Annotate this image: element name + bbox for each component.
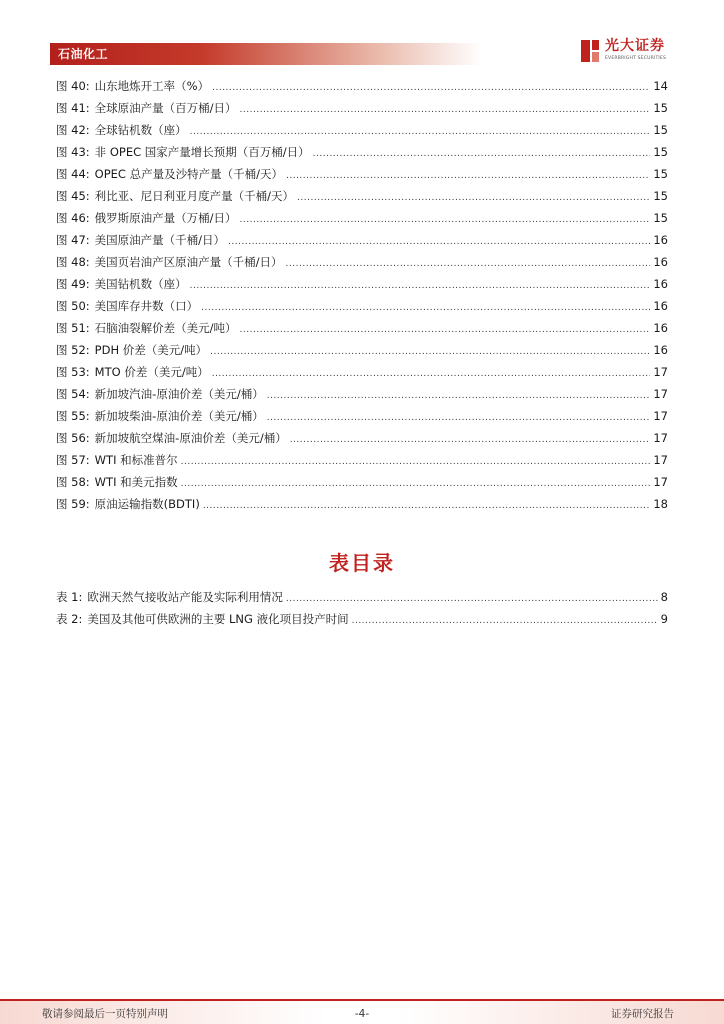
toc-entry-page: 15	[653, 145, 668, 159]
toc-entry-title: 原油运输指数(BDTI)	[94, 497, 200, 511]
toc-entry-label: 图 54:	[56, 387, 90, 401]
toc-entry-label: 图 55:	[56, 409, 90, 423]
toc-leader-dots	[190, 275, 651, 297]
toc-leader-dots	[212, 363, 651, 385]
toc-entry-label: 图 49:	[56, 277, 90, 291]
toc-entry[interactable]	[56, 185, 668, 207]
toc-entry-label: 图 43:	[56, 145, 90, 159]
toc-leader-dots	[286, 253, 651, 275]
toc-entry-title: MTO 价差（美元/吨）	[94, 365, 209, 379]
toc-entry-page: 15	[653, 101, 668, 115]
toc-leader-dots	[181, 451, 651, 473]
toc-entry-label: 图 48:	[56, 255, 90, 269]
toc-leader-dots	[203, 495, 651, 517]
toc-entry[interactable]	[56, 119, 668, 141]
toc-entry-title: 新加坡航空煤油-原油价差（美元/桶）	[94, 431, 287, 445]
page-number: -4-	[354, 1008, 370, 1020]
toc-entry[interactable]	[56, 405, 668, 427]
toc-leader-dots	[201, 297, 650, 319]
toc-leader-dots	[313, 143, 651, 165]
toc-entry-page: 16	[653, 255, 668, 269]
toc-entry[interactable]	[56, 97, 668, 119]
toc-entry-label: 图 58:	[56, 475, 90, 489]
toc-entry[interactable]	[56, 295, 668, 317]
toc-entry-page: 16	[653, 321, 668, 335]
toc-entry-title: 俄罗斯原油产量（万桶/日）	[94, 211, 237, 225]
toc-entry[interactable]	[56, 317, 668, 339]
toc-entry[interactable]	[56, 251, 668, 273]
toc-entry-page: 16	[653, 277, 668, 291]
toc-entry[interactable]	[56, 273, 668, 295]
toc-entry-title: OPEC 总产量及沙特产量（千桶/天）	[94, 167, 283, 181]
toc-entry-page: 14	[653, 79, 668, 93]
toc-entry-page: 15	[653, 211, 668, 225]
toc-leader-dots	[210, 341, 650, 363]
toc-entry-label: 图 44:	[56, 167, 90, 181]
toc-leader-dots	[240, 319, 651, 341]
toc-entry-label: 图 41:	[56, 101, 90, 115]
toc-entry-title: 美国页岩油产区原油产量（千桶/日）	[94, 255, 283, 269]
logo-subtext: EVERBRIGHT SECURITIES	[605, 56, 667, 61]
toc-entry[interactable]	[56, 493, 668, 515]
toc-entry-title: 美国库存井数（口）	[94, 299, 199, 313]
toc-entry-label: 表 2:	[56, 612, 83, 626]
toc-entry-page: 16	[653, 233, 668, 247]
toc-leader-dots	[190, 121, 651, 143]
logo-text: 光大证券	[605, 38, 665, 54]
toc-leader-dots	[240, 209, 651, 231]
toc-entry-title: 石脑油裂解价差（美元/吨）	[94, 321, 237, 335]
toc-entry-label: 图 59:	[56, 497, 90, 511]
header-section-title: 石油化工	[58, 47, 109, 61]
toc-entry-page: 16	[653, 299, 668, 313]
toc-entry-title: 美国原油产量（千桶/日）	[94, 233, 226, 247]
toc-entry[interactable]	[56, 608, 668, 630]
toc-entry-label: 图 56:	[56, 431, 90, 445]
toc-entry[interactable]	[56, 163, 668, 185]
toc-entry-title: 新加坡柴油-原油价差（美元/桶）	[94, 409, 264, 423]
table-list	[56, 586, 668, 630]
toc-entry-title: 欧洲天然气接收站产能及实际利用情况	[87, 590, 283, 604]
toc-entry[interactable]	[56, 75, 668, 97]
toc-entry-title: 美国及其他可供欧洲的主要 LNG 液化项目投产时间	[87, 612, 349, 626]
toc-entry-page: 15	[653, 123, 668, 137]
toc-entry-page: 18	[653, 497, 668, 511]
toc-entry-page: 16	[653, 343, 668, 357]
toc-leader-dots	[181, 473, 651, 495]
toc-leader-dots	[267, 385, 651, 407]
toc-entry-label: 图 42:	[56, 123, 90, 137]
toc-entry-label: 图 47:	[56, 233, 90, 247]
toc-entry-page: 15	[653, 167, 668, 181]
toc-entry-page: 17	[653, 475, 668, 489]
toc-leader-dots	[297, 187, 650, 209]
toc-entry-label: 图 46:	[56, 211, 90, 225]
toc-entry-label: 图 45:	[56, 189, 90, 203]
toc-entry[interactable]	[56, 361, 668, 383]
toc-entry-label: 表 1:	[56, 590, 83, 604]
footer-disclaimer: 敬请参阅最后一页特别声明	[42, 1008, 168, 1020]
tables-heading: 表目录	[329, 551, 395, 575]
toc-leader-dots	[212, 77, 650, 99]
toc-leader-dots	[286, 588, 658, 610]
toc-entry-page: 8	[660, 590, 668, 604]
toc-entry[interactable]	[56, 427, 668, 449]
toc-entry[interactable]	[56, 383, 668, 405]
toc-entry-title: 利比亚、尼日利亚月度产量（千桶/天）	[94, 189, 295, 203]
toc-entry-page: 17	[653, 431, 668, 445]
toc-entry-title: 山东地炼开工率（%）	[94, 79, 210, 93]
toc-entry[interactable]	[56, 207, 668, 229]
toc-entry-title: 美国钻机数（座）	[94, 277, 187, 291]
toc-entry[interactable]	[56, 339, 668, 361]
toc-entry[interactable]	[56, 229, 668, 251]
toc-entry-page: 17	[653, 409, 668, 423]
toc-entry-page: 17	[653, 365, 668, 379]
toc-leader-dots	[290, 429, 651, 451]
toc-entry-label: 图 57:	[56, 453, 90, 467]
toc-leader-dots	[286, 165, 650, 187]
toc-entry-title: 全球钻机数（座）	[94, 123, 187, 137]
toc-leader-dots	[240, 99, 651, 121]
header-band	[50, 43, 482, 65]
footer-report-type: 证券研究报告	[611, 1008, 674, 1020]
toc-entry[interactable]	[56, 586, 668, 608]
toc-entry-label: 图 40:	[56, 79, 90, 93]
toc-entry[interactable]	[56, 141, 668, 163]
toc-entry-label: 图 53:	[56, 365, 90, 379]
toc-entry-page: 9	[660, 612, 668, 626]
toc-entry[interactable]	[56, 471, 668, 493]
logo-mark-icon	[581, 38, 601, 64]
toc-entry[interactable]	[56, 449, 668, 471]
toc-entry-title: WTI 和美元指数	[94, 475, 178, 489]
toc-entry-title: 全球原油产量（百万桶/日）	[94, 101, 237, 115]
toc-entry-page: 15	[653, 189, 668, 203]
toc-entry-label: 图 52:	[56, 343, 90, 357]
toc-leader-dots	[228, 231, 650, 253]
toc-entry-page: 17	[653, 453, 668, 467]
toc-leader-dots	[352, 610, 658, 632]
toc-entry-title: PDH 价差（美元/吨）	[94, 343, 208, 357]
figure-list	[56, 75, 668, 515]
toc-entry-page: 17	[653, 387, 668, 401]
company-logo	[581, 38, 681, 66]
toc-entry-title: WTI 和标准普尔	[94, 453, 178, 467]
toc-leader-dots	[267, 407, 651, 429]
toc-entry-title: 非 OPEC 国家产量增长预期（百万桶/日）	[94, 145, 310, 159]
toc-entry-label: 图 51:	[56, 321, 90, 335]
toc-entry-label: 图 50:	[56, 299, 90, 313]
toc-entry-title: 新加坡汽油-原油价差（美元/桶）	[94, 387, 264, 401]
